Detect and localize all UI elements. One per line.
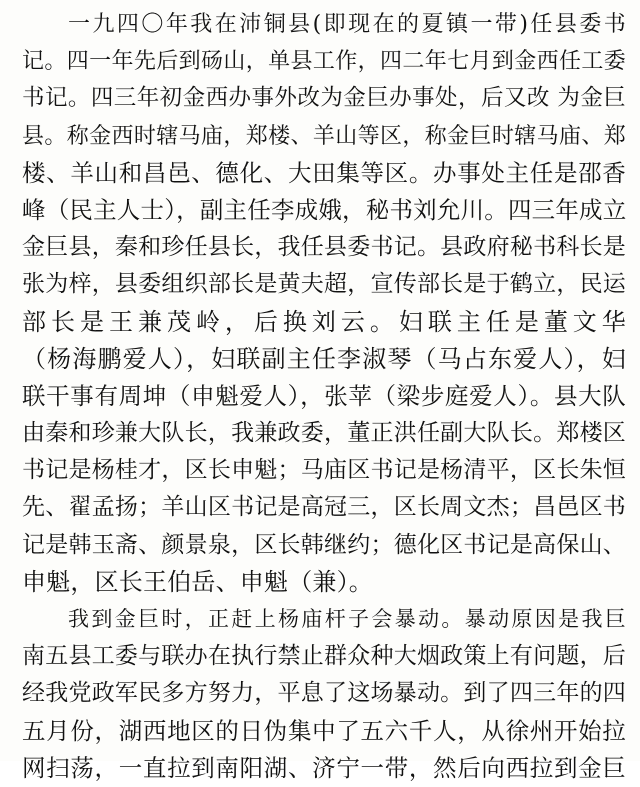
text-line: 经我党政军民多方努力，平息了这场暴动。到了四三年的四 [22, 680, 626, 707]
text-line: （杨海鹏爱人），妇联副主任李淑琴（马占东爱人），妇 [22, 344, 626, 373]
text-line: 记是韩玉斋、颜景泉，区长韩继约；德化区书记是高保山、 [22, 531, 626, 558]
text-line: 联干事有周坤（申魁爱人），张苹（梁步庭爱人）。县大队 [22, 381, 626, 410]
text-line: 楼、羊山和昌邑、德化、大田集等区。办事处主任是邵香 [22, 158, 626, 187]
text-line: 申魁，区长王伯岳、申魁（兼）。 [22, 567, 373, 596]
text-line: 一九四〇年我在沛铜县(即现在的夏镇一带)任县委书 [68, 12, 626, 37]
text-line: 金巨县，秦和珍任县长，我任县委书记。县政府秘书科长是 [22, 234, 626, 261]
paragraph-2 [22, 601, 626, 787]
text-line: 峰（民主人士），副主任李成娥，秘书刘允川。四三年成立 [22, 195, 627, 224]
text-line: 由秦和珍兼大队长，我兼政委，董正洪任副大队长。郑楼区 [22, 420, 626, 447]
text-line: 我到金巨时，正赶上杨庙杆子会暴动。暴动原因是我巨 [68, 607, 626, 631]
text-line: 部长是王兼茂岭，后换刘云。妇联主任是董文华 [22, 307, 626, 336]
text-line: 先、翟孟扬；羊山区书记是高冠三，区长周文杰；昌邑区书 [22, 494, 626, 521]
text-line: 县。称金西时辖马庙，郑楼、羊山等区，称金巨时辖马庙、郑 [22, 123, 626, 149]
text-line: 书记是杨桂才，区长申魁；马庙区书记是杨清平，区长朱恒 [22, 457, 626, 484]
text-line: 记。四一年先后到砀山，单县工作，四二年七月到金西任工委 [22, 49, 626, 75]
paragraph-1 [22, 6, 626, 601]
text-line: 张为梓，县委组织部长是黄夫超，宣传部长是于鹤立，民运 [22, 271, 626, 298]
document-body [22, 6, 626, 787]
text-line: 五月份，湖西地区的日伪集中了五六千人，从徐州开始拉 [22, 716, 626, 745]
text-line: 网扫荡，一直拉到南阳湖、济宁一带，然后向西拉到金巨 [22, 753, 626, 782]
text-line: 书记。四三年初金西办事外改为金巨办事处，后又改 为金巨 [22, 85, 626, 112]
text-line: 南五县工委与联办在执行禁止群众种大烟政策上有问题，后 [22, 643, 626, 670]
